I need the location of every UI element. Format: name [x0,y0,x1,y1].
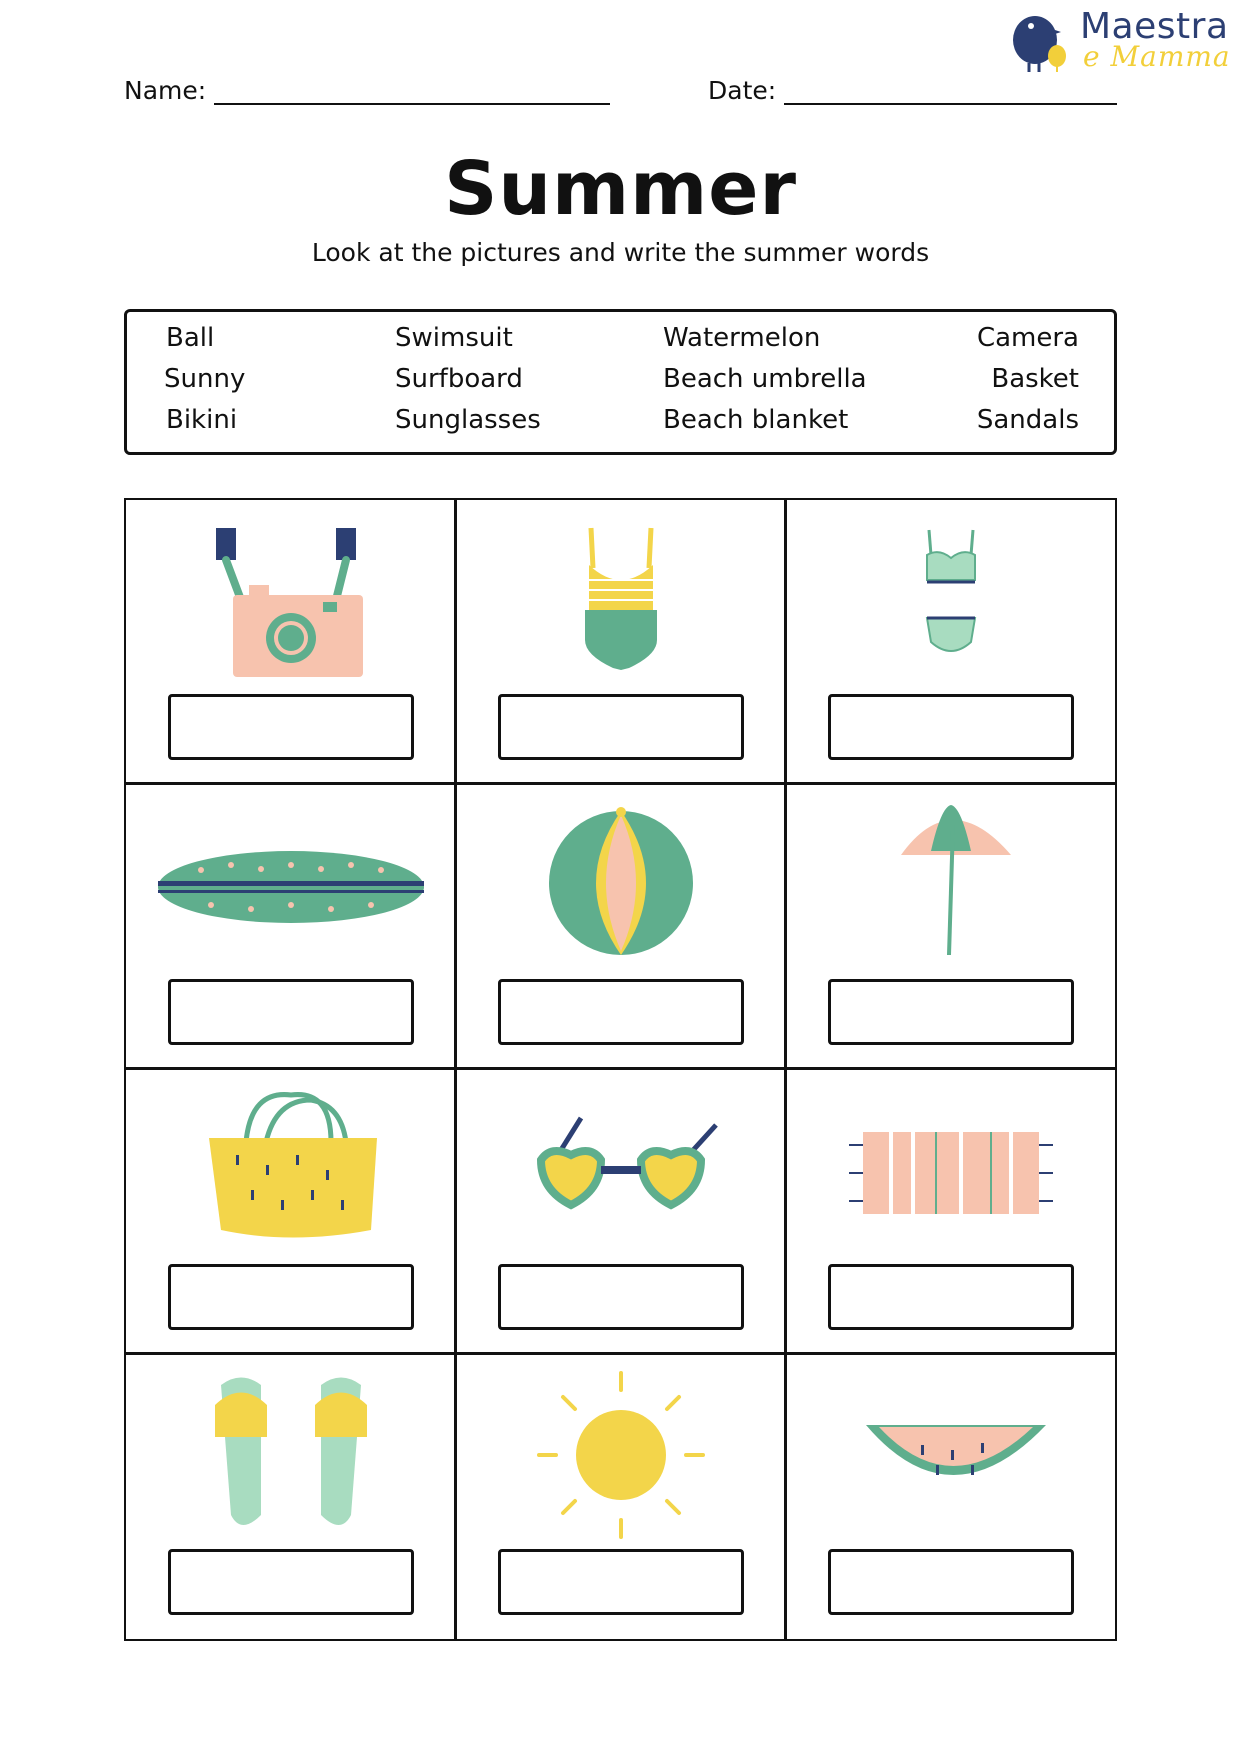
bird-logo-icon [1005,8,1075,76]
grid-cell [786,500,1116,785]
grid-cell [786,1355,1116,1640]
surfboard-icon [141,795,441,970]
grid-cell [126,1070,456,1355]
answer-box[interactable] [168,979,414,1045]
answer-box[interactable] [828,1549,1074,1615]
sunglasses-icon [471,1080,771,1255]
answer-box[interactable] [168,694,414,760]
logo-text-mamma: e Mamma [1083,40,1231,73]
sun-icon [471,1365,771,1540]
name-line[interactable] [214,77,610,105]
word-bank-item: Sunglasses [395,405,541,435]
grid-cell [786,785,1116,1070]
picture-grid [124,498,1117,1641]
word-bank-item: Swimsuit [395,323,513,353]
grid-cell [456,1355,786,1640]
grid-cell [126,500,456,785]
bikini-icon [801,510,1101,685]
grid-cell [126,785,456,1070]
answer-box[interactable] [498,1264,744,1330]
word-bank-item: Sunny [164,364,246,394]
grid-cell [456,785,786,1070]
answer-box[interactable] [168,1549,414,1615]
name-field [124,76,610,105]
grid-cell [786,1070,1116,1355]
name-label: Name: [124,76,207,105]
camera-icon [141,510,441,685]
beach-ball-icon [471,795,771,970]
watermelon-icon [801,1365,1101,1540]
word-bank-item: Camera [976,323,1079,353]
date-label: Date: [708,76,777,105]
beach-umbrella-icon [801,795,1101,970]
grid-cell [456,500,786,785]
answer-box[interactable] [828,979,1074,1045]
word-bank-item: Beach blanket [663,405,849,435]
instructions: Look at the pictures and write the summer words [311,238,930,267]
answer-box[interactable] [498,1549,744,1615]
logo [1005,8,1237,76]
sandals-icon [141,1365,441,1540]
beach-blanket-icon [801,1080,1101,1255]
answer-box[interactable] [828,1264,1074,1330]
answer-box[interactable] [498,694,744,760]
word-bank [124,309,1117,455]
answer-box[interactable] [498,979,744,1045]
word-bank-item: Watermelon [663,323,821,353]
grid-cell [126,1355,456,1640]
word-bank-item: Basket [991,364,1079,394]
basket-icon [141,1080,441,1255]
grid-cell [456,1070,786,1355]
logo-text-maestra: Maestra [1080,6,1229,47]
answer-box[interactable] [168,1264,414,1330]
word-bank-item: Bikini [166,405,238,435]
date-line[interactable] [784,77,1117,105]
word-bank-item: Sandals [976,405,1079,435]
word-bank-item: Ball [166,323,215,353]
answer-box[interactable] [828,694,1074,760]
word-bank-item: Beach umbrella [663,364,867,394]
page-title: Summer [444,146,797,232]
date-field [708,76,1117,105]
swimsuit-icon [471,510,771,685]
word-bank-item: Surfboard [395,364,523,394]
